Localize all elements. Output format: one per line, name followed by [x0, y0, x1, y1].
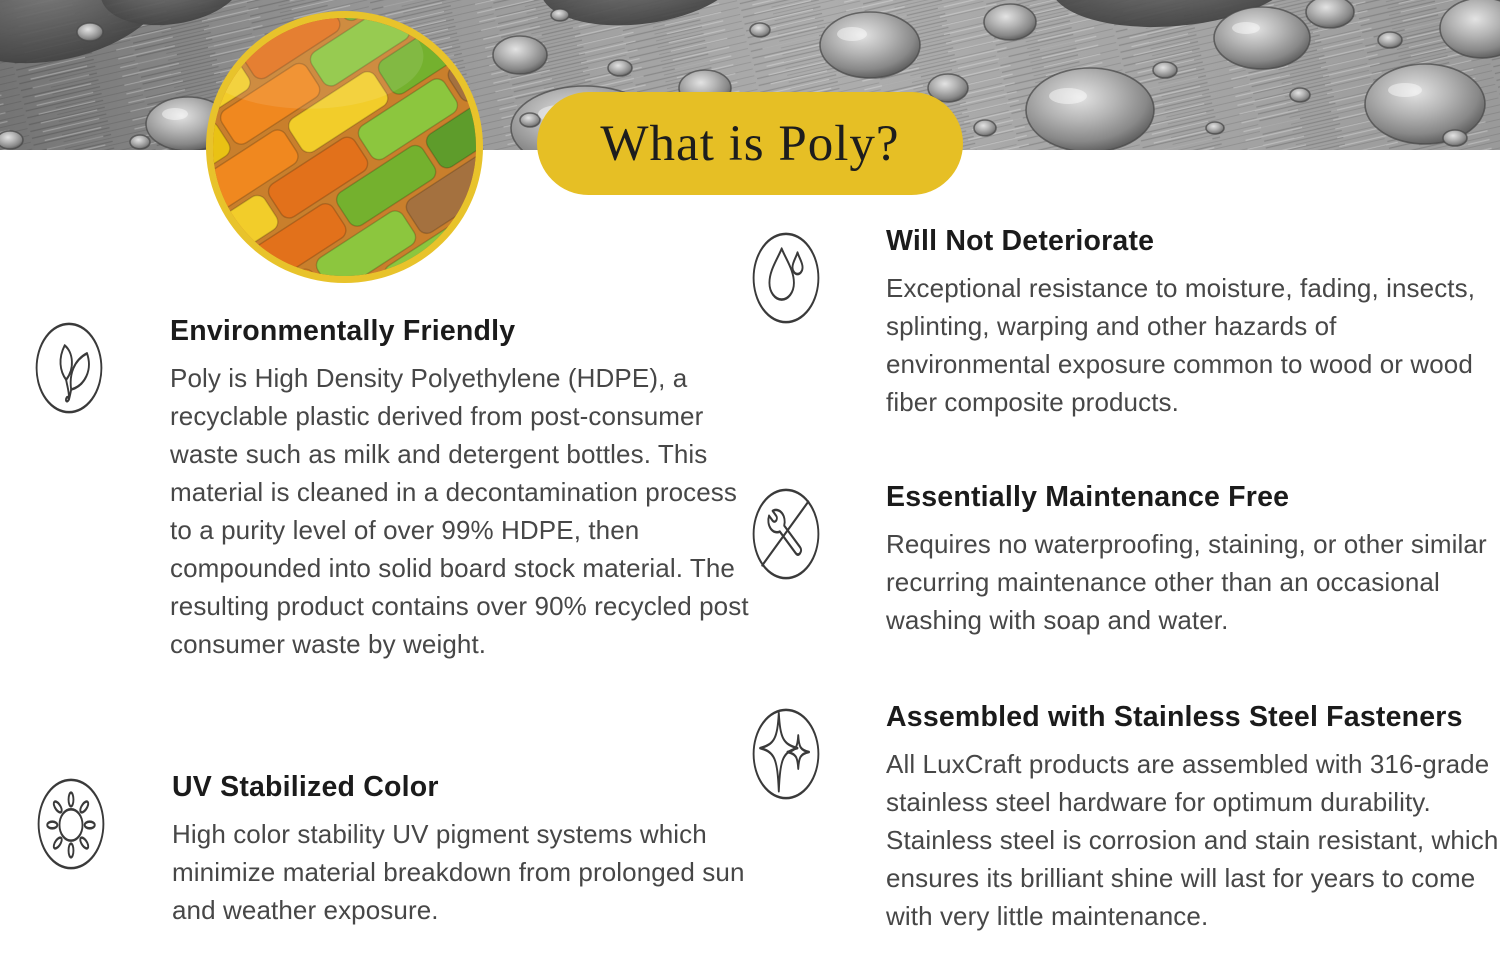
- feature-title: Essentially Maintenance Free: [886, 481, 1290, 513]
- feature-body: All LuxCraft products are assembled with 316-grade stainless steel hardware for optimum durability. Stainless steel is corrosion and stain resistant, which ensures its brilliant shine will last for years to come with very little maintenance.: [886, 749, 1499, 931]
- title-pill: [537, 92, 963, 195]
- feature-uv-stabilized: [35, 770, 754, 929]
- stainless-fasteners-icon: [750, 700, 822, 803]
- water-drops-icon: [750, 224, 822, 327]
- feature-body: Exceptional resistance to moisture, fading, insects, splinting, warping and other hazards of environmental exposure common to wood or wood fiber composite products.: [886, 273, 1476, 417]
- feature-title: Environmentally Friendly: [170, 315, 516, 347]
- feature-environmentally-friendly: [33, 314, 752, 663]
- feature-title: UV Stabilized Color: [172, 771, 439, 803]
- feature-text: [886, 480, 1500, 639]
- page-title: What is Poly?: [600, 115, 900, 172]
- leaf-icon: [33, 314, 105, 417]
- poly-boards-illustration: [213, 18, 476, 276]
- no-maintenance-icon: [750, 480, 822, 583]
- feature-text: [172, 770, 754, 929]
- feature-text: [886, 700, 1500, 935]
- feature-text: [886, 224, 1500, 421]
- poly-boards-photo: [206, 11, 483, 283]
- feature-body: High color stability UV pigment systems which minimize material breakdown from prolonged sun and weather exposure.: [172, 819, 745, 925]
- feature-stainless-fasteners: [750, 700, 1500, 935]
- feature-body: Poly is High Density Polyethylene (HDPE), a recyclable plastic derived from post-consumer waste such as milk and detergent bottles. This material is cleaned in a decontamination process to a purity level of over 99% HDPE, then compounded into solid board stock material. The resulting product contains over 90% recycled post consumer waste by weight.: [170, 363, 749, 659]
- feature-text: [170, 314, 752, 663]
- sun-icon: [35, 770, 107, 873]
- feature-title: Assembled with Stainless Steel Fasteners: [886, 701, 1463, 733]
- feature-maintenance-free: [750, 480, 1500, 639]
- feature-title: Will Not Deteriorate: [886, 225, 1155, 257]
- feature-body: Requires no waterproofing, staining, or other similar recurring maintenance other than an occasional washing with soap and water.: [886, 529, 1487, 635]
- feature-will-not-deteriorate: [750, 224, 1500, 421]
